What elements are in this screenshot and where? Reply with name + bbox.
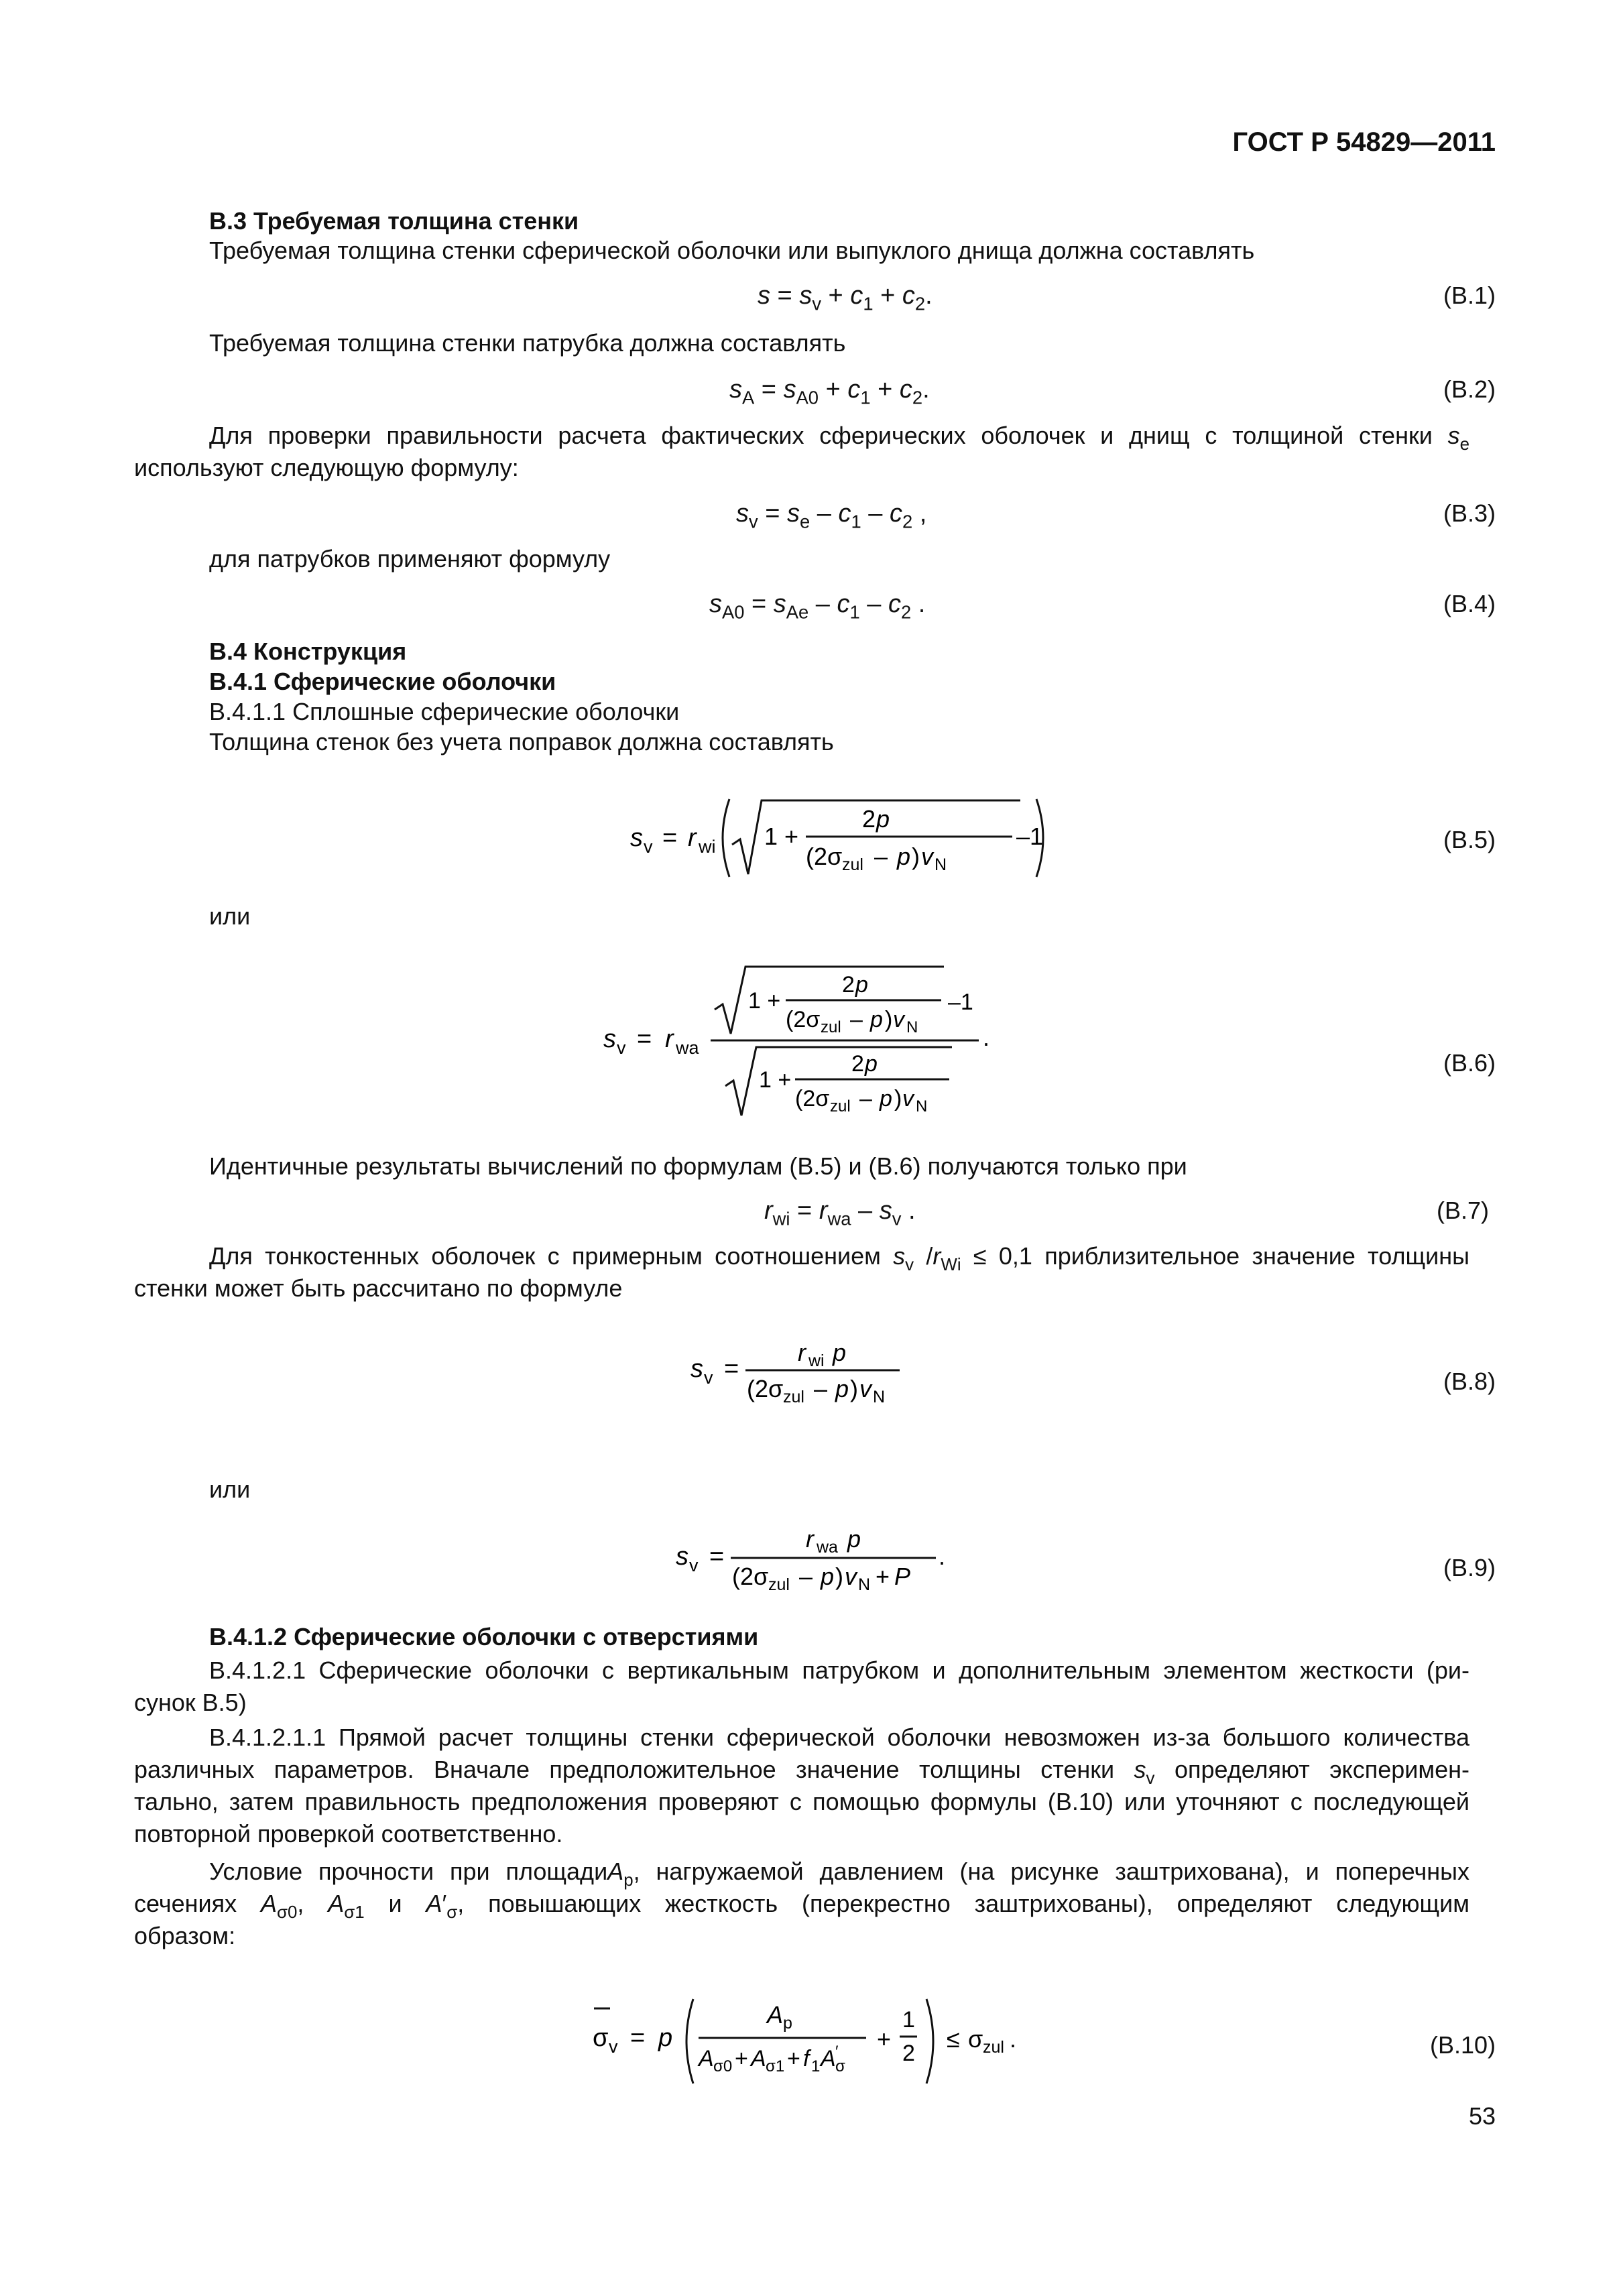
svg-text:1 +: 1 + bbox=[764, 823, 799, 850]
formula-b6 bbox=[603, 959, 1019, 1126]
formula-b5 bbox=[630, 791, 1046, 885]
svg-text:′: ′ bbox=[835, 2043, 839, 2061]
svg-text:–: – bbox=[874, 843, 888, 870]
paragraph-text: ≤ 0,1 приблизительное значение толщины bbox=[973, 1242, 1469, 1270]
svg-text:–: – bbox=[850, 1007, 863, 1032]
svg-text:wi: wi bbox=[699, 837, 716, 857]
svg-text:+: + bbox=[876, 1563, 890, 1590]
paragraph-text: определяют эксперимен- bbox=[1174, 1756, 1470, 1783]
paragraph: Толщина стенок без учета поправок должна составлять bbox=[209, 728, 834, 756]
svg-text:p: p bbox=[658, 2024, 673, 2052]
paragraph-line: В.4.1.2.1 Сферические оболочки с вертикальным патрубком и дополнительным элементом жесткости (ри- bbox=[209, 1656, 1469, 1684]
svg-text:A: A bbox=[751, 2046, 766, 2071]
svg-text:p: p bbox=[897, 843, 911, 870]
paragraph-line: Для проверки правильности расчета фактических сферических оболочек и днищ с толщиной стенки $s_e$ bbox=[209, 422, 1469, 455]
svg-text:): ) bbox=[912, 843, 920, 870]
paragraph: Требуемая толщина стенки патрубка должна составлять bbox=[209, 329, 846, 357]
svg-text:=: = bbox=[637, 1025, 652, 1053]
svg-text:2: 2 bbox=[862, 805, 876, 833]
formula-b7: $r_{wi} = r_{wa} - s_v$ . bbox=[764, 1197, 916, 1229]
svg-text:1 +: 1 + bbox=[759, 1067, 792, 1093]
svg-text:v: v bbox=[902, 1086, 914, 1111]
svg-text:(2σ: (2σ bbox=[795, 1086, 830, 1111]
svg-text:zul: zul bbox=[983, 2038, 1004, 2057]
svg-text:A: A bbox=[699, 2046, 714, 2071]
svg-text:p: p bbox=[865, 1051, 878, 1077]
svg-text:–1: –1 bbox=[1016, 823, 1044, 850]
svg-text:): ) bbox=[835, 1563, 843, 1590]
svg-text:N: N bbox=[873, 1388, 886, 1406]
svg-text:–: – bbox=[859, 1086, 872, 1111]
svg-text:wa: wa bbox=[817, 1538, 838, 1557]
svg-text:+: + bbox=[787, 2046, 800, 2071]
svg-text:s: s bbox=[630, 824, 643, 852]
paragraph-line: сечениях $A_{\sigma 0}$, $A_{\sigma 1}$ и $A'_\sigma$, повышающих жесткость (перекрестно заштрихованы), определяют следующим bbox=[134, 1890, 1469, 1923]
paragraph: для патрубков применяют формулу bbox=[209, 545, 611, 572]
svg-text:wi: wi bbox=[808, 1351, 825, 1370]
equation-number: (В.1) bbox=[1443, 282, 1496, 309]
paragraph-text: Для тонкостенных оболочек с примерным соотношением bbox=[209, 1242, 881, 1270]
paragraph-line: Для тонкостенных оболочек с примерным соотношением $s_v$ $/r_{Wi} \le 0,1$ приблизительное значение толщины bbox=[209, 1242, 1469, 1275]
paragraph-line: используют следующую формулу: bbox=[134, 454, 519, 481]
svg-text:–: – bbox=[814, 1375, 828, 1402]
svg-text:N: N bbox=[906, 1018, 918, 1036]
svg-text:r: r bbox=[665, 1025, 674, 1053]
svg-text:N: N bbox=[858, 1575, 871, 1594]
svg-text:v: v bbox=[689, 1555, 699, 1575]
svg-text:zul: zul bbox=[842, 855, 863, 874]
equation-number: (В.2) bbox=[1443, 375, 1496, 403]
svg-text:N: N bbox=[935, 855, 947, 874]
paragraph-text: и bbox=[388, 1890, 402, 1917]
paragraph-line: повторной проверкой соответственно. bbox=[134, 1820, 563, 1848]
paragraph-line: В.4.1.2.1.1 Прямой расчет толщины стенки сферической оболочки невозможен из-за большого количества bbox=[209, 1724, 1469, 1751]
svg-text:1 +: 1 + bbox=[748, 988, 781, 1014]
paragraph: Требуемая толщина стенки сферической оболочки или выпуклого днища должна составлять bbox=[209, 237, 1255, 264]
paragraph-line: стенки может быть рассчитано по формуле bbox=[134, 1274, 623, 1302]
svg-text:f: f bbox=[803, 2046, 810, 2071]
svg-text:2: 2 bbox=[842, 972, 855, 998]
svg-text:wa: wa bbox=[676, 1038, 699, 1058]
svg-text:): ) bbox=[885, 1007, 893, 1032]
paragraph-line: сунок В.5) bbox=[134, 1689, 247, 1716]
svg-text:σ0: σ0 bbox=[713, 2057, 733, 2075]
svg-text:σ1: σ1 bbox=[766, 2057, 785, 2075]
svg-text:zul: zul bbox=[821, 1018, 841, 1036]
svg-text:s: s bbox=[603, 1025, 616, 1053]
svg-text:s: s bbox=[676, 1543, 688, 1571]
svg-text:r: r bbox=[688, 824, 697, 852]
svg-text:–: – bbox=[799, 1563, 813, 1590]
svg-text:A: A bbox=[821, 2046, 836, 2071]
svg-text:1: 1 bbox=[902, 2007, 915, 2033]
svg-text:p: p bbox=[835, 1375, 849, 1402]
svg-text:(2σ: (2σ bbox=[747, 1375, 784, 1402]
subsection-heading-b411: В.4.1.1 Сплошные сферические оболочки bbox=[209, 698, 680, 725]
svg-text:v: v bbox=[644, 837, 653, 857]
svg-text:N: N bbox=[916, 1097, 928, 1115]
svg-text:v: v bbox=[617, 1038, 626, 1058]
svg-text:+: + bbox=[735, 2046, 748, 2071]
equation-number: (В.8) bbox=[1443, 1368, 1496, 1395]
svg-text:v: v bbox=[859, 1375, 871, 1402]
svg-text:v: v bbox=[893, 1007, 904, 1032]
svg-text:p: p bbox=[870, 1007, 883, 1032]
svg-text:(2σ: (2σ bbox=[806, 843, 843, 870]
svg-text:v: v bbox=[704, 1368, 713, 1388]
svg-text:p: p bbox=[833, 1339, 847, 1366]
paragraph-text: , нагружаемой давлением (на рисунке заштрихована), и поперечных bbox=[633, 1858, 1469, 1885]
svg-text:≤: ≤ bbox=[947, 2025, 960, 2053]
formula-b8 bbox=[690, 1334, 912, 1408]
svg-text:–1: –1 bbox=[948, 989, 973, 1015]
section-heading-b4: В.4 Конструкция bbox=[209, 638, 407, 665]
svg-text:σ: σ bbox=[968, 2025, 983, 2053]
paragraph-line: различных параметров. Вначале предположительное значение толщины стенки $s_v$ определяют эксперимен- bbox=[134, 1756, 1470, 1789]
paragraph-line: образом: bbox=[134, 1922, 236, 1949]
svg-text:=: = bbox=[709, 1543, 725, 1571]
page-number: 53 bbox=[1468, 2102, 1496, 2130]
paragraph: или bbox=[209, 1475, 251, 1503]
svg-text:.: . bbox=[939, 1543, 946, 1570]
paragraph-text: сечениях bbox=[134, 1890, 237, 1917]
equation-number: (В.4) bbox=[1443, 590, 1496, 617]
svg-text:A: A bbox=[767, 2001, 784, 2029]
svg-text:σ: σ bbox=[835, 2057, 845, 2075]
svg-text:v: v bbox=[921, 843, 933, 870]
paragraph: Идентичные результаты вычислений по формулам (В.5) и (В.6) получаются только при bbox=[209, 1152, 1187, 1180]
svg-text:): ) bbox=[894, 1086, 902, 1111]
svg-text:p: p bbox=[783, 2014, 792, 2033]
equation-number: (В.10) bbox=[1429, 2031, 1496, 2059]
svg-text:+: + bbox=[877, 2025, 892, 2053]
section-heading-b3: В.3 Требуемая толщина стенки bbox=[209, 207, 579, 235]
document-header: ГОСТ Р 54829—2011 bbox=[1232, 127, 1496, 157]
svg-text:1: 1 bbox=[811, 2057, 821, 2075]
formula-b10 bbox=[591, 1991, 1020, 2092]
svg-text:2: 2 bbox=[902, 2041, 915, 2066]
svg-text:p: p bbox=[855, 972, 868, 998]
formula-b1: $s = s_v + c_1 + c_2$. bbox=[758, 282, 933, 314]
formula-b2: $s_A = s_{A0} + c_1 + c_2$. bbox=[729, 375, 930, 408]
svg-text:=: = bbox=[724, 1355, 739, 1383]
svg-text:r: r bbox=[798, 1339, 806, 1366]
svg-text:.: . bbox=[983, 1024, 990, 1051]
paragraph-text: различных параметров. Вначале предположительное значение толщины стенки bbox=[134, 1756, 1115, 1783]
svg-text:.: . bbox=[1010, 2025, 1017, 2053]
svg-text:zul: zul bbox=[768, 1575, 790, 1594]
svg-text:s: s bbox=[690, 1355, 703, 1383]
svg-text:=: = bbox=[630, 2024, 646, 2052]
equation-number: (В.5) bbox=[1443, 826, 1496, 853]
svg-text:): ) bbox=[850, 1375, 858, 1402]
formula-b9 bbox=[676, 1520, 957, 1594]
paragraph-line: тально, затем правильность предположения проверяют с помощью формулы (В.10) или уточняют с последующей bbox=[134, 1788, 1469, 1815]
svg-text:=: = bbox=[662, 824, 678, 852]
svg-text:2: 2 bbox=[851, 1051, 864, 1077]
subsection-heading-b41: В.4.1 Сферические оболочки bbox=[209, 668, 556, 695]
equation-number: (В.6) bbox=[1443, 1049, 1496, 1077]
svg-text:(2σ: (2σ bbox=[732, 1563, 769, 1590]
equation-number: (В.3) bbox=[1443, 499, 1496, 527]
formula-b4: $s_{A0} = s_{Ae} - c_1 - c_2$ . bbox=[709, 590, 926, 623]
svg-text:P: P bbox=[894, 1563, 911, 1590]
svg-text:p: p bbox=[821, 1563, 835, 1590]
paragraph-text: Для проверки правильности расчета фактических сферических оболочек и днищ с толщиной стенки bbox=[209, 422, 1433, 449]
equation-number: (В.7) bbox=[1436, 1197, 1489, 1224]
paragraph-line: Условие прочности при площадиA$_p$, нагружаемой давлением (на рисунке заштрихована), и поперечных bbox=[209, 1858, 1469, 1890]
equation-number: (В.9) bbox=[1443, 1554, 1496, 1581]
svg-text:p: p bbox=[876, 805, 890, 833]
svg-text:zul: zul bbox=[783, 1388, 804, 1406]
paragraph-text: , повышающих жесткость (перекрестно заштрихованы), определяют следующим bbox=[457, 1890, 1469, 1917]
formula-b3: $s_v = s_e - c_1 - c_2$ , bbox=[736, 499, 927, 532]
svg-text:p: p bbox=[847, 1525, 861, 1553]
svg-text:p: p bbox=[880, 1086, 892, 1111]
svg-text:r: r bbox=[806, 1525, 814, 1553]
paragraph-text: Условие прочности при площади bbox=[209, 1858, 608, 1885]
paragraph: или bbox=[209, 902, 251, 930]
svg-text:(2σ: (2σ bbox=[786, 1007, 821, 1032]
svg-text:v: v bbox=[845, 1563, 857, 1590]
svg-text:σ: σ bbox=[593, 2024, 609, 2052]
svg-text:zul: zul bbox=[830, 1097, 851, 1115]
svg-text:v: v bbox=[609, 2037, 618, 2057]
subsection-heading-b412: В.4.1.2 Сферические оболочки с отверстиями bbox=[209, 1623, 759, 1650]
